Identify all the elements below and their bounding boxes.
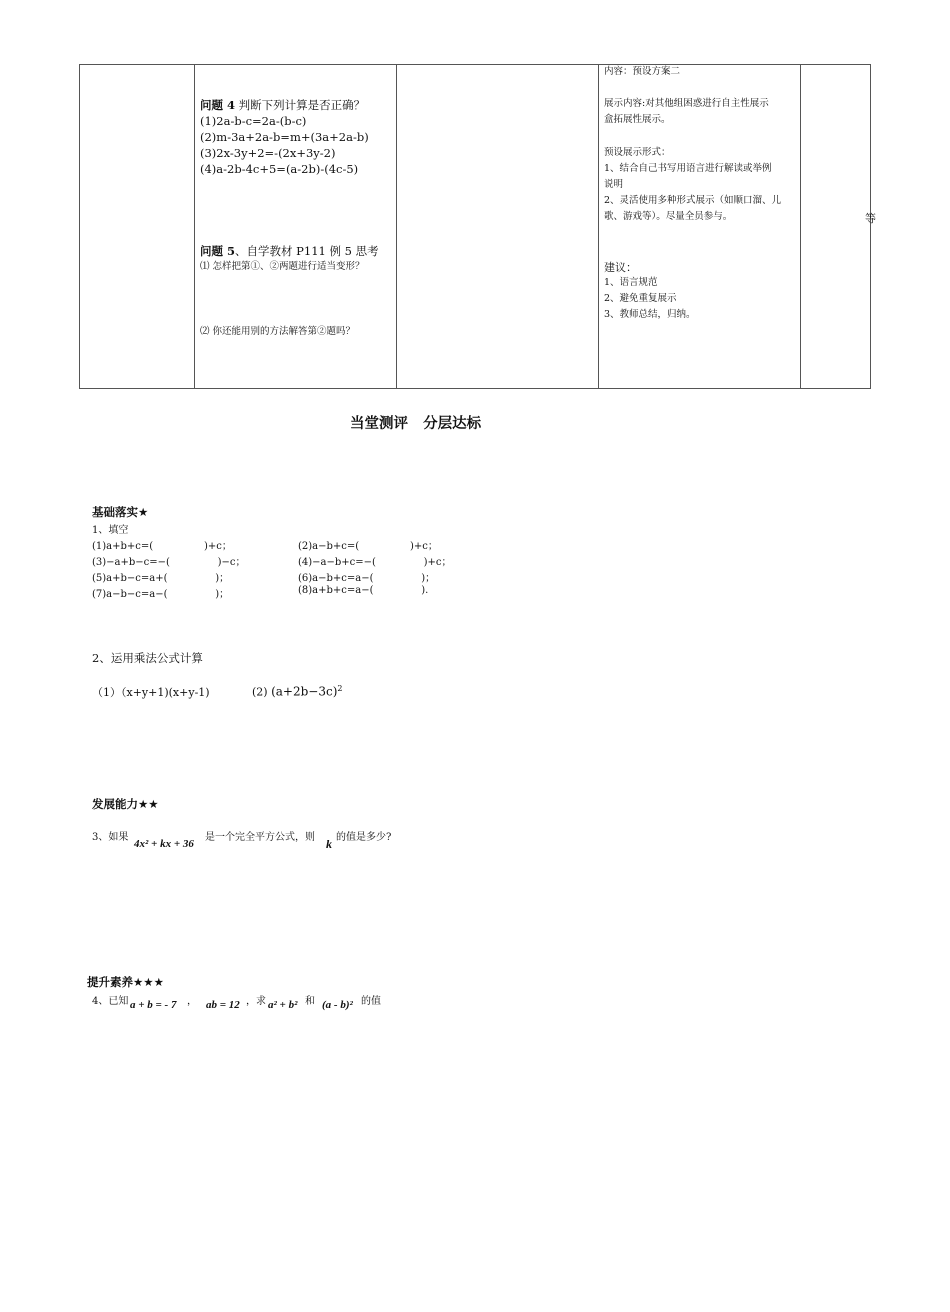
fill-item-8: (8)a+b+c=a−( ).: [298, 585, 429, 596]
q1-title: 1、填空: [92, 525, 129, 536]
question-5-title: 问题 5: [200, 244, 236, 258]
plan-line: 说明: [604, 179, 624, 190]
page-heading: 当堂测评 分层达标: [350, 416, 482, 432]
section-basic-title: 基础落实★: [92, 505, 149, 519]
q4-expression-3: a² + b²: [268, 999, 298, 1011]
suggest-item: 1、语言规范: [604, 277, 658, 288]
q3-expression: 4x² + kx + 36: [134, 838, 194, 850]
plan-line: 2、灵活使用多种形式展示（如顺口溜、儿: [604, 195, 782, 206]
q3-middle: 是一个完全平方公式，则: [205, 832, 315, 843]
plan-line: 盒拓展性展示。: [604, 114, 671, 125]
q4-expression-1: a + b = - 7: [130, 999, 177, 1011]
right-edge-char: 等: [865, 212, 876, 225]
section-develop-title: 发展能力★★: [92, 797, 159, 811]
q5-sub-1: ⑴ 怎样把第①、②两题进行适当变形？: [200, 261, 365, 272]
q4-expression-4: (a - b)²: [322, 999, 353, 1011]
q4-and: 和: [305, 996, 315, 1007]
table-divider: [598, 65, 599, 388]
fill-item-7: (7)a−b−c=a−( )；: [92, 589, 230, 600]
plan-line: 歌、游戏等）。尽量全员参与。: [604, 211, 733, 222]
q4-item-2: (2)m-3a+2a-b=m+(3a+2a-b): [200, 130, 369, 144]
fill-item-4: (4)−a−b+c=−( )+c；: [298, 557, 452, 568]
lesson-table: [79, 64, 871, 389]
q3-end: 的值是多少?: [336, 832, 392, 843]
q4-prefix: 4、已知: [92, 996, 129, 1007]
q2-part-2-label: (2): [252, 685, 268, 699]
q2-part-2-exponent: 2: [337, 684, 343, 693]
q4-comma: ，: [187, 996, 197, 1007]
q4-item-4: (4)a-2b-4c+5=(a-2b)-(4c-5): [200, 162, 359, 176]
table-divider: [800, 65, 801, 388]
fill-item-3: (3)−a+b−c=−( )−c；: [92, 557, 246, 568]
section-improve-title: 提升素养★★★: [87, 975, 164, 989]
q3-variable-k: k: [326, 837, 332, 851]
fill-item-5: (5)a+b−c=a+( )；: [92, 573, 230, 584]
suggest-title: 建议：: [604, 261, 637, 274]
question-5: [200, 243, 379, 259]
q4-item-1: (1)2a-b-c=2a-(b-c): [200, 114, 307, 128]
fill-item-2: (2)a−b+c=( )+c；: [298, 541, 438, 552]
question-4-title: 问题 4: [200, 98, 236, 112]
plan-content: 内容：预设方案二: [604, 66, 681, 77]
question-4-text: 判断下列计算是否正确？: [235, 98, 366, 112]
q4-ask: ，求: [246, 996, 266, 1007]
q2-part-2: [252, 684, 343, 699]
fill-item-6: (6)a−b+c=a−( )；: [298, 573, 436, 584]
plan-line: 1、结合自己书写用语言进行解读或举例: [604, 163, 772, 174]
table-divider: [194, 65, 195, 388]
question-4: [200, 97, 365, 113]
fill-item-1: (1)a+b+c=( )+c；: [92, 541, 232, 552]
plan-line: 预设展示形式：: [604, 147, 671, 158]
q2-part-2-expr: (a+2b−3c): [271, 684, 338, 699]
q2-title: 2、运用乘法公式计算: [92, 651, 203, 665]
q4-end: 的值: [361, 996, 381, 1007]
q4-expression-2: ab = 12: [206, 999, 240, 1011]
plan-line: 展示内容:对其他组困惑进行自主性展示: [604, 98, 769, 109]
question-5-text: 、自学教材 P111 例 5 思考: [235, 244, 379, 258]
table-divider: [396, 65, 397, 388]
q5-sub-2: ⑵ 你还能用别的方法解答第②题吗？: [200, 326, 356, 337]
suggest-item: 2、避免重复展示: [604, 293, 677, 304]
q2-part-1: （1）（x+y+1)(x+y-1): [92, 686, 210, 699]
suggest-item: 3、教师总结，归纳。: [604, 309, 696, 320]
q3-prefix: 3、如果: [92, 832, 129, 843]
q4-item-3: (3)2x-3y+2=-(2x+3y-2): [200, 146, 336, 160]
